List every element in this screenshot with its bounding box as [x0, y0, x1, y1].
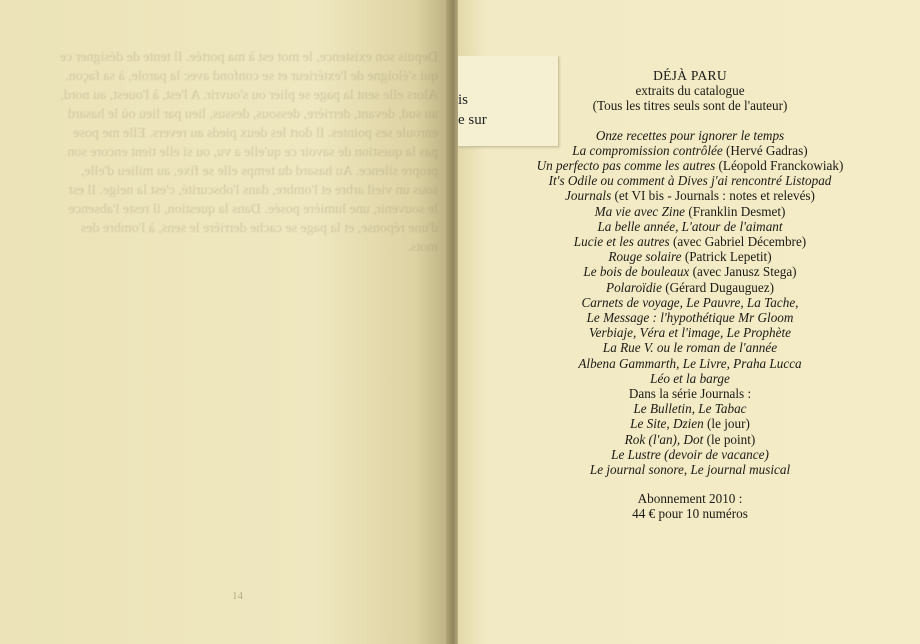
slip-text-line-1: is: [458, 92, 469, 108]
catalog-entry: [480, 310, 900, 325]
entry-title: La compromission contrôlée: [572, 142, 723, 158]
series-title: Le Lustre (devoir de vacance): [611, 446, 769, 462]
entry-title: Onze recettes pour ignorer le temps: [595, 127, 785, 143]
entry-author: (Hervé Gadras): [722, 142, 808, 158]
series-title: Rok (l'an), Dot: [624, 431, 704, 447]
series-gloss: (le jour): [703, 416, 750, 432]
catalog-title: DÉJÀ PARU: [653, 68, 727, 83]
catalog-subtitle: extraits du catalogue: [635, 83, 745, 99]
series-entry: [480, 432, 900, 447]
entry-title: Le bois de bouleaux: [583, 264, 690, 280]
catalog-entry: [480, 204, 900, 219]
series-title: Le Site, Dzien: [630, 416, 704, 432]
entry-title: Albena Gammarth, Le Livre, Praha Lucca: [578, 355, 802, 371]
catalog-entry: [480, 143, 900, 158]
series-entry: [480, 462, 900, 477]
entry-title: Verbiaje, Véra et l'image, Le Prophète: [589, 325, 791, 341]
catalog-note: (Tous les titres seuls sont de l'auteur): [592, 98, 788, 114]
catalog-block: [480, 68, 900, 522]
show-through-text: Depuis son existence, le mot est à ma portée. Il tente de désigner ce qui s'éloigne de l'extérieur et se confond avec la parole, à sa façon. Alors elle sent la page se plier ou s'ouvrir. A l'est, à l'ouest, au nord, au sud, devant, derrière, dessous, dessus, lieu par lieu où le hasard enroule ses pointes. Il dort les deux pieds au revers. Elle me pose pas la question de savoir ce qu'elle a vu, ou si elle tient encore son propre silence. Au hasard du temps elle se fixe, au milieu d'elle, sous un vieil arbre et l'ombre, dans l'obscurité, c'est la neige. Il est le souvenir, une lumière posée. Dans la question, il reste l'absence d'une réponse, et la page se cache derrière le sens, à l'ombre des mots.: [59, 50, 438, 255]
entry-title: La Rue V. ou le roman de l'année: [602, 340, 778, 356]
series-gloss: (le point): [703, 431, 756, 447]
series-entry: [480, 401, 900, 416]
catalog-entry: [480, 371, 900, 386]
series-title: Le journal sonore, Le journal musical: [589, 462, 791, 478]
series-entry: [480, 416, 900, 431]
entry-title: It's Odile ou comment à Dives j'ai rencontré Listopad: [548, 173, 832, 189]
catalog-entry: [480, 173, 900, 188]
catalog-entry: [480, 325, 900, 340]
subscription-label: Abonnement 2010 :: [637, 491, 743, 507]
entry-title: Léo et la barge: [650, 370, 730, 386]
series-title: Le Bulletin, Le Tabac: [633, 401, 747, 417]
entry-title: Ma vie avec Zine: [594, 203, 686, 219]
entry-author: (Gérard Dugauguez): [661, 279, 774, 295]
entry-title: La belle année, L'atour de l'aimant: [597, 218, 783, 234]
catalog-entry: [480, 340, 900, 355]
catalog-entry: [480, 234, 900, 249]
entry-author: (avec Gabriel Décembre): [669, 234, 807, 250]
catalog-entry: [480, 264, 900, 279]
series-heading: Dans la série Journals :: [628, 386, 752, 402]
catalog-entry: [480, 249, 900, 264]
catalog-entry: [480, 295, 900, 310]
entry-author: (Léopold Franckowiak): [715, 158, 844, 174]
subscription-price: 44 € pour 10 numéros: [632, 506, 748, 522]
slip-text-line-2: e sur: [458, 112, 487, 128]
entry-title: Un perfecto pas comme les autres: [536, 158, 716, 174]
entry-title: Lucie et les autres: [573, 234, 670, 250]
left-page-number: 14: [232, 590, 243, 602]
entry-author: (avec Janusz Stega): [689, 264, 797, 280]
catalog-entry: [480, 280, 900, 295]
entry-title: Journals: [565, 188, 612, 204]
entry-author: (et VI bis - Journals : notes et relevés): [611, 188, 815, 204]
entry-title: Polaroïdie: [606, 279, 662, 295]
series-entries: [480, 401, 900, 477]
catalog-entry: [480, 356, 900, 371]
catalog-entry: [480, 128, 900, 143]
entry-author: (Franklin Desmet): [685, 203, 786, 219]
catalog-entry: [480, 219, 900, 234]
entry-title: Carnets de voyage, Le Pauvre, La Tache,: [581, 294, 799, 310]
left-page: [0, 0, 452, 644]
entry-title: Rouge solaire: [608, 249, 682, 265]
catalog-entry: [480, 188, 900, 203]
catalog-entry: [480, 158, 900, 173]
entry-title: Le Message : l'hypothétique Mr Gloom: [586, 310, 794, 326]
series-entry: [480, 447, 900, 462]
catalog-entries: [480, 128, 900, 386]
entry-author: (Patrick Lepetit): [681, 249, 772, 265]
